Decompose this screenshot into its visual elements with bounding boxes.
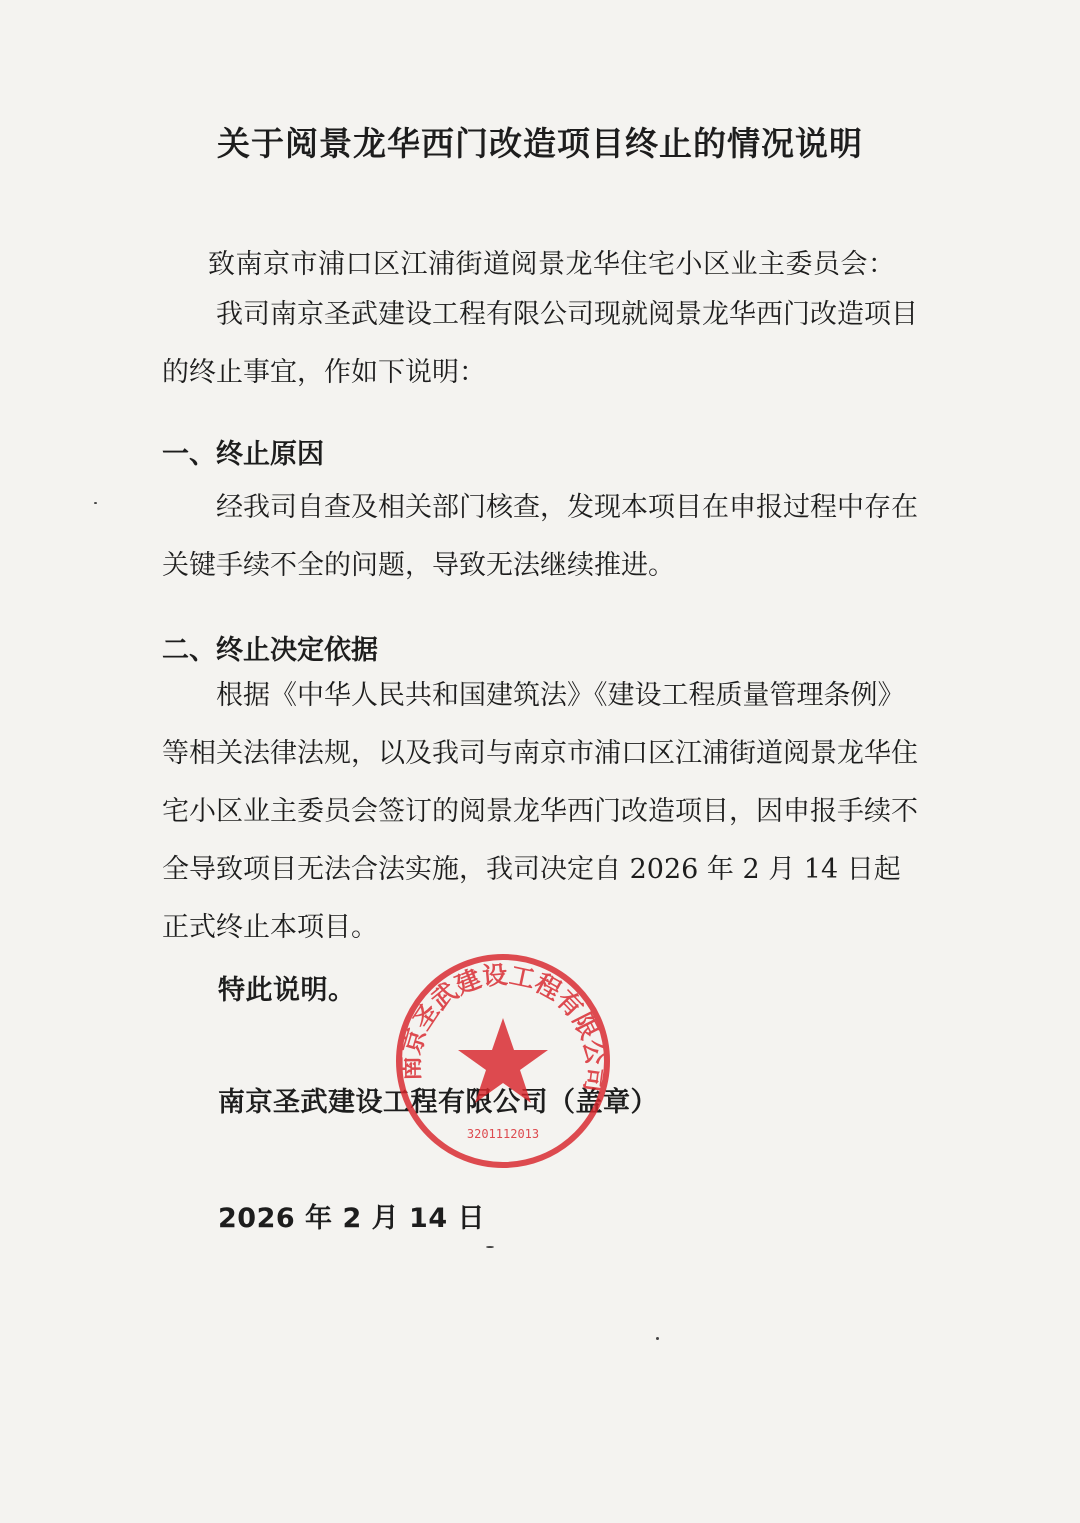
document-date: 2026 年 2 月 14 日: [218, 1203, 486, 1234]
section-2-body: 根据《中华人民共和国建筑法》《建设工程质量管理条例》等相关法律法规，以及我司与南京市浦口区江浦街道阅景龙华住宅小区业主委员会签订的阅景龙华西门改造项目，因申报手续不全导致项目无法合法实施，我司决定自 2026 年 2 月 14 日起正式终止本项目。: [162, 680, 918, 943]
section-2-heading: 二、终止决定依据: [162, 635, 378, 666]
company-seal-stamp: [392, 950, 614, 1172]
scan-speck: [486, 1246, 494, 1248]
document-title: 关于阅景龙华西门改造项目终止的情况说明: [217, 124, 863, 163]
scan-speck: [656, 1337, 659, 1340]
seal-company-text: 南京圣武建设工程有限公司: [395, 960, 611, 1095]
section-1-heading: 一、终止原因: [162, 439, 324, 470]
seal-number: 3201112013: [466, 1127, 540, 1141]
closing-line: 特此说明。: [218, 975, 356, 1006]
section-1-body: 经我司自查及相关部门核查，发现本项目在申报过程中存在关键手续不全的问题，导致无法继续推进。: [162, 492, 918, 581]
intro-paragraph: 我司南京圣武建设工程有限公司现就阅景龙华西门改造项目的终止事宜，作如下说明：: [162, 299, 918, 388]
scan-speck: [94, 502, 97, 504]
company-signature: 南京圣武建设工程有限公司（盖章）: [218, 1087, 658, 1118]
seal-star-icon: [458, 1018, 548, 1103]
recipient-line: 致南京市浦口区江浦街道阅景龙华住宅小区业主委员会：: [208, 249, 896, 280]
